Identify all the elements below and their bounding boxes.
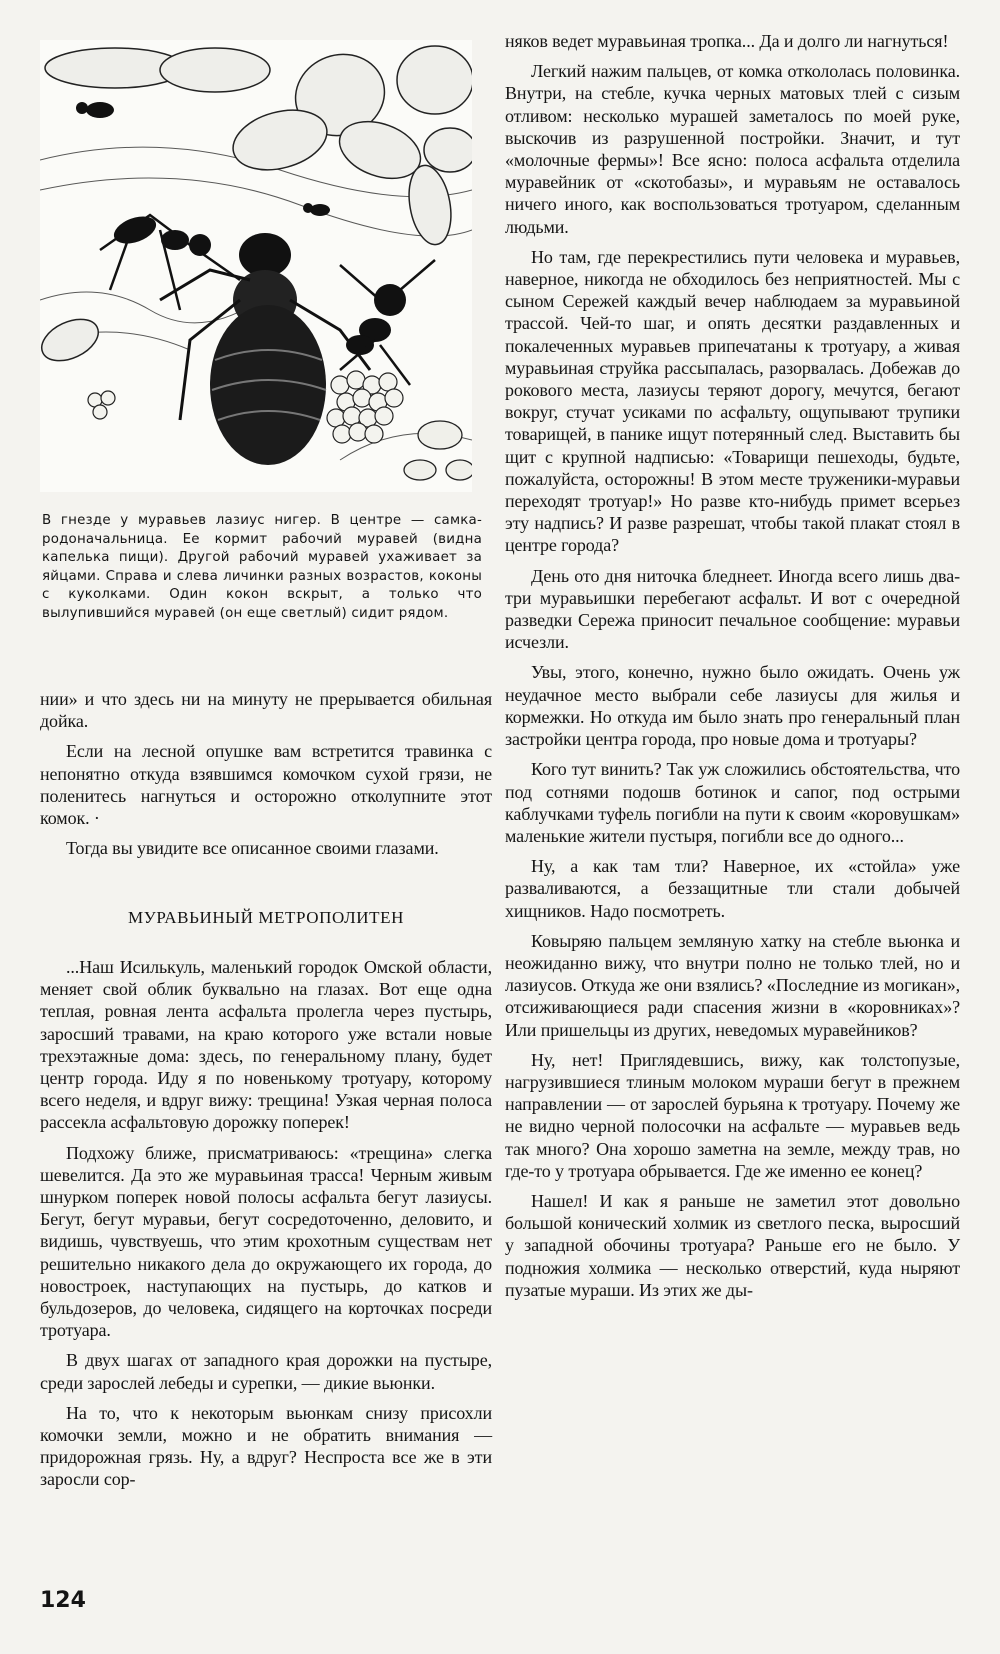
section-title: МУРАВЬИНЫЙ МЕТРОПОЛИТЕН — [128, 908, 404, 927]
paragraph: На то, что к некоторым вьюнкам снизу присохли комочки земли, можно и не обратить внимания — придорожная грязь. Ну, а вдруг? Неспроста все же в эти заросли сор- — [40, 1402, 492, 1490]
paragraph: Тогда вы увидите все описанное своими глазами. — [66, 838, 439, 859]
paragraph: Кого тут винить? Так уж сложились обстоятельства, что под сотнями подошв ботинок и сапог, под острыми каблучками туфель погибли на пути к своим «коровушкам» маленькие жители пустыря, погибли все до одного... — [505, 759, 960, 846]
page-number: 124 — [40, 1588, 86, 1613]
paragraph: Подхожу ближе, присматриваюсь: «трещина» слегка шевелится. Да это же муравьиная трасса! Черным живым шнурком поперек новой полосы асфальта бегут лазиусы. Бегут, бегут муравьи, бегут сосредоточенно, деловито, и видишь, чувствуешь, что этим крохотным существам нет решительно никакого дела до окружающего их города, до новостроек, наступающих на пустырь, до катков и бульдозеров, до человека, сидящего на корточках посреди тротуара. — [40, 1142, 492, 1341]
paragraph: Увы, этого, конечно, нужно было ожидать. Очень уж неудачное место выбрали себе лазиусы для жилья и кормежки. Но откуда им было знать про генеральный план застройки центра города, про новые дома и тротуары? — [505, 662, 960, 750]
caption-text: В гнезде у муравьев лазиус нигер. В центре — самка-родоначальница. Ее кормит рабочий муравей (видна капелька пищи). Другой рабочий муравей ухаживает за яйцами. Справа и слева личинки разных возрастов, коконы с куколками. Один кокон вскрыт, а только что вылупившийся муравей (он еще светлый) сидит рядом. — [42, 513, 482, 621]
paragraph: Ну, нет! Приглядевшись, вижу, как толстопузые, нагрузившиеся тлиным молоком мураши бегут в прежнем направлении — от зарослей бурьяна к тротуару. Почему же не видно черной полосочки на асфальте — муравьев ведь так много? Она хорошо заметна на земле, между трав, но где-то у тротуара обрывается. Где же именно ее конец? — [505, 1049, 960, 1181]
paragraph: День ото дня ниточка бледнеет. Иногда всего лишь два-три муравьишки перебегают асфальт. И вот с очередной разведки Сережа приносит печальное сообщение: муравьи исчезли. — [505, 565, 960, 653]
paragraph: ...Наш Исилькуль, маленький городок Омской области, меняет свой облик буквально на глазах. Вот еще одна теплая, ровная лента асфальта пролегла через пустырь, заросший травами, на краю которого уже встали новые трехэтажные дома: здесь, по генеральному плану, будет центр города. Иду я по новенькому тротуару, которому всего неделя, и вдруг вижу: трещина! Узкая черная полоса рассекла асфальтовую дорожку поперек! — [40, 957, 492, 1133]
paragraph: Ну, а как там тли? Наверное, их «стойла» уже разваливаются, а беззащитные тли стали добычей хищников. Надо посмотреть. — [505, 856, 960, 921]
ant-nest-illustration-icon — [40, 40, 472, 492]
ant-nest-illustration — [40, 40, 472, 492]
left-column-top — [40, 688, 492, 867]
paragraph: няков ведет муравьиная тропка... Да и долго ли нагнуться! — [505, 31, 949, 51]
paragraph: Но там, где перекрестились пути человека и муравьев, наверное, никогда не обходилось без неприятностей. Мы с сыном Сережей каждый вечер наблюдаем за муравьиной трассой. Чей-то шаг, и опять десятки раздавленных и покалеченных муравьев припечатаны к тротуару, а живая муравьиная струйка рассыпалась, разорвалась. Добежав до рокового места, лазиусы теряют дорогу, мечутся, бегают вокруг, стучат усиками по асфальту, ощупывают трупики товарищей, в панике ищут потерянный след. Выставить бы щит с крупной надписью: «Товарищи пешеходы, будьте, пожалуйста, осторожны! В этом месте труженики-муравьи переходят тротуар!» Но разве кто-нибудь примет всерьез эту надпись? И разве разрешат, чтобы такой плакат стоял в центре города? — [505, 246, 960, 556]
paragraph: Ковыряю пальцем земляную хатку на стебле вьюнка и неожиданно вижу, что внутри полно не только тлей, но и лазиусов. Откуда же они взялись? «Последние из могикан», отсиживающиеся ради спасения жизни в «коровниках»? Или пришельцы из других, неведомых муравейников? — [505, 930, 960, 1040]
paragraph: нии» и что здесь ни на минуту не прерывается обильная дойка. — [40, 689, 492, 732]
right-column — [505, 30, 960, 1309]
illustration-caption — [42, 512, 482, 623]
paragraph: Нашел! И как я раньше не заметил этот довольно большой конический холмик из светлого песка, выросший у западной обочины тротуара? Раньше его не было. У подножия холмика — несколько отверстий, куда ныряют пузатые мураши. Из этих же ды- — [505, 1190, 960, 1300]
paragraph: В двух шагах от западного края дорожки на пустыре, среди зарослей лебеды и сурепки, — дикие вьюнки. — [40, 1350, 492, 1393]
paragraph: Если на лесной опушке вам встретится травинка с непонятно откуда взявшимся комочком сухой грязи, не поленитесь нагнуться и осторожно отколупните этот комок. · — [40, 741, 492, 829]
paragraph: Легкий нажим пальцев, от комка откололась половинка. Внутри, на стебле, кучка черных матовых тлей с сизым отливом: несколько мурашей заметалось по моей руке, выскочив из разрушенной постройки. Значит, и тут «молочные фермы»! Все ясно: полоса асфальта отделила муравейник от «скотобазы», и муравьям не оставалось ничего иного, как воспользоваться тротуаром, сделанным людьми. — [505, 61, 960, 237]
left-column-bottom — [40, 956, 492, 1499]
